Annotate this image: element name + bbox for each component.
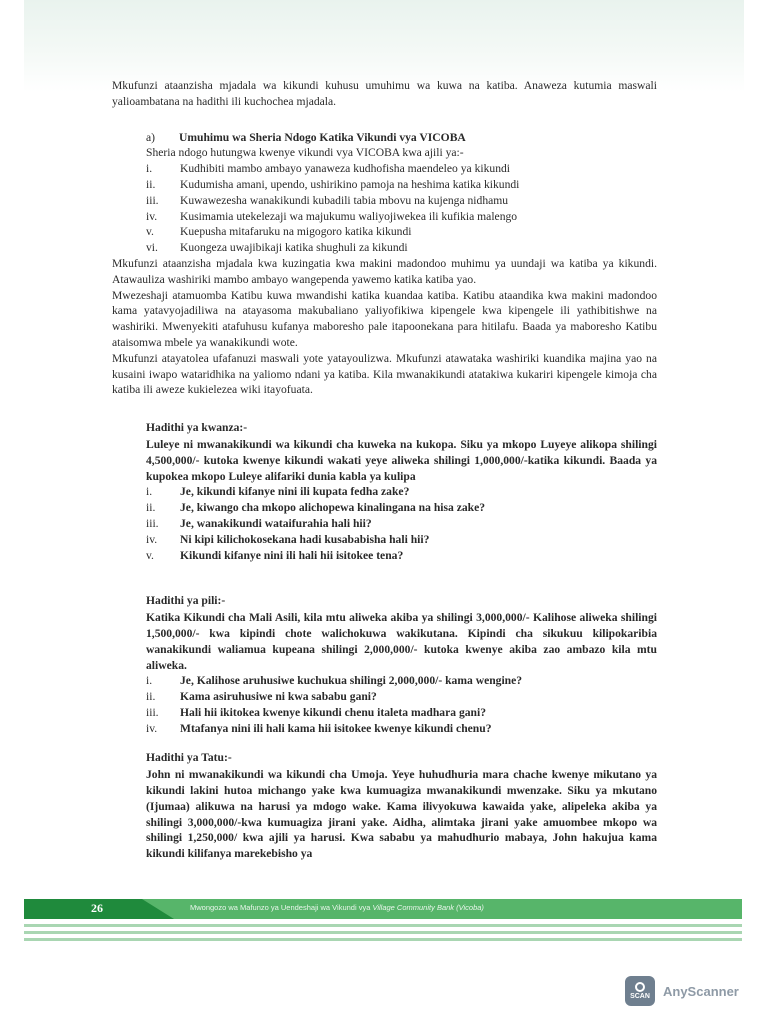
story-1-questions: [146, 484, 657, 563]
question-item: i. Je, Kalihose aruhusiwe kuchukua shilingi 2,000,000/- kama wengine?: [146, 674, 523, 688]
question-item: iii. Je, wanakikundi wataifurahia hali hii?: [146, 516, 372, 530]
intro-paragraph: Mkufunzi ataanzisha mjadala wa kikundi kuhusu umuhimu wa kuwa na katiba. Anaweza kutumia maswali yalioambatana na hadithi ili kuchochea mjadala.: [112, 79, 657, 108]
section-a-heading: [146, 130, 657, 146]
footer-stripe: [24, 931, 742, 934]
story-2: [146, 593, 657, 736]
page-number: 26: [91, 901, 103, 915]
story-2-questions: [146, 673, 657, 736]
question-item: ii. Je, kiwango cha mkopo alichopewa kinalingana na hisa zake?: [146, 501, 486, 515]
question-item: iv. Ni kipi kilichokosekana hadi kusababisha hali hii?: [146, 532, 430, 546]
story-1-title: Hadithi ya kwanza:-: [146, 421, 248, 435]
story-3-title: Hadithi ya Tatu:-: [146, 751, 232, 765]
body-paragraph: Mkufunzi ataanzisha mjadala kwa kuzingatia kwa makini madondoo muhimu ya uundaji wa katiba ya kikundi. Atawauliza washiriki mambo ambayo wangependa yawemo katika katiba yao.: [112, 256, 657, 286]
scan-app-icon: SCAN: [625, 976, 655, 1006]
section-a-lead: Sheria ndogo hutungwa kwenye vikundi vya VICOBA kwa ajili ya:-: [146, 146, 464, 160]
question-item: iii. Hali hii ikitokea kwenye kikundi chenu italeta madhara gani?: [146, 705, 487, 719]
question-item: iv. Mtafanya nini ili hali kama hii isitokee kwenye kikundi chenu?: [146, 721, 492, 735]
list-item: iv. Kusimamia utekelezaji wa majukumu waliyojiwekea ili kufikia malengo: [146, 209, 518, 223]
story-1: [146, 420, 657, 563]
section-a-title: Umuhimu wa Sheria Ndogo Katika Vikundi vya VICOBA: [179, 130, 466, 144]
question-item: ii. Kama asiruhusiwe ni kwa sababu gani?: [146, 690, 377, 704]
scanner-brand: AnyScanner: [663, 983, 739, 999]
question-item: v. Kikundi kifanye nini ili hali hii isitokee tena?: [146, 548, 404, 562]
body-paragraph: Mkufunzi atayatolea ufafanuzi maswali yote yatayoulizwa. Mkufunzi atawataka washiriki kuandika majina yao na kusaini iwapo wataridhika na yaliomo ndani ya katiba. Kila mwanakikundi atatakiwa kukariri kipengele kimoja cha katiba ili aweze kukielezea wiki itayofuata.: [112, 351, 657, 397]
story-2-body: Katika Kikundi cha Mali Asili, kila mtu aliweka akiba ya shilingi 3,000,000/- Kalihose aliweka shilingi 1,500,000/- kwa kipindi chote walichokuwa wakikutana. Kipindi cha sikukuu kilipokaribia wanakikundi waliamua kupeana shilingi 2,000,000/- kutoka kwenye akiba zao ambazo kila mtu aliweka.: [146, 611, 657, 672]
list-item: iii. Kuwawezesha wanakikundi kubadili tabia mbovu na kujenga nidhamu: [146, 193, 509, 207]
list-item: v. Kuepusha mitafaruku na migogoro katika kikundi: [146, 225, 412, 239]
footer-stripe: [24, 924, 742, 927]
page-content: [112, 78, 657, 862]
footer-stripe: [24, 938, 742, 941]
body-paragraph: Mwezeshaji atamuomba Katibu kuwa mwandishi katika kuandaa katiba. Katibu ataandika kwa makini madondoo kama yatavyojadiliwa na atayasoma makubaliano yaliyofikiwa kipengele kwa kipengele ili yathibitishwe na washiriki. Mwenyekiti atafuhusu kufanya maboresho pale itapoonekana para hitilafu. Baada ya maboresho Katibu ataisomwa mbele ya wanakikundi wote.: [112, 288, 657, 349]
section-a-list: [112, 161, 657, 256]
section-a-label: a): [146, 130, 156, 144]
story-3-body: John ni mwanakikundi wa kikundi cha Umoja. Yeye huhudhuria mara chache kwenye mikutano ya kikundi lakini hutoa michango yake kwa kumuagiza mwanakikundi mwenzake. Siku ya mkutano (Ijumaa) alikuwa na harusi ya mdogo wake. Kama ilivyokuwa kawaida yake, alipeleka akiba ya shilingi 3,000,000/-kwa kumuagiza jirani yake. Aidha, alimtaka jirani yake amuombee mkopo wa shilingi 1,250,000/ kwa ajili ya harusi. Kwa sababu ya mahudhurio mabaya, John hakujua kama kikundi kilifanya marekebisho ya: [146, 768, 657, 861]
list-item: i. Kudhibiti mambo ambayo yanaweza kudhofisha maendeleo ya kikundi: [146, 162, 511, 176]
scanner-watermark: [625, 976, 739, 1006]
story-2-title: Hadithi ya pili:-: [146, 594, 226, 608]
story-1-body: Luleye ni mwanakikundi wa kikundi cha kuweka na kukopa. Siku ya mkopo Luyeye alikopa shilingi 4,500,000/- kutoka kwenye kikundi wakati yeye aliweka shilingi 1,000,000/-katika kikundi. Baada ya kupokea mkopo Luleye alifariki dunia kabla ya kulipa: [146, 437, 657, 483]
list-item: ii. Kudumisha amani, upendo, ushirikino pamoja na heshima katika kikundi: [146, 177, 520, 191]
question-item: i. Je, kikundi kifanye nini ili kupata fedha zake?: [146, 485, 410, 499]
story-3: [146, 750, 657, 862]
list-item: vi. Kuongeza uwajibikaji katika shughuli za kikundi: [146, 241, 408, 255]
footer-title: Mwongozo wa Mafunzo ya Uendeshaji wa Vikundi vya Village Community Bank (Vicoba): [190, 903, 484, 912]
